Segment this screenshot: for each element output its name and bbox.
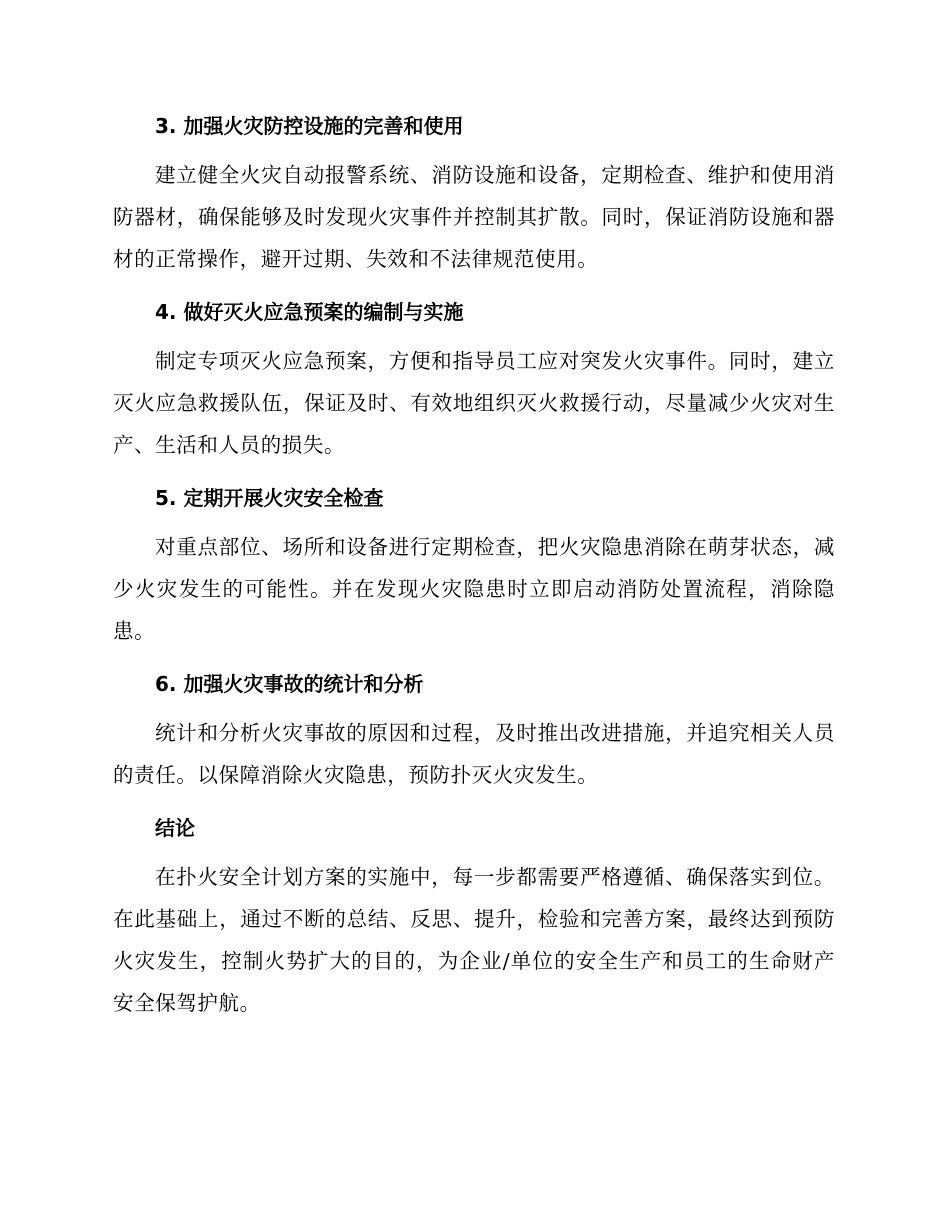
conclusion-body: 在扑火安全计划方案的实施中，每一步都需要严格遵循、确保落实到位。在此基础上，通过不断的总结、反思、提升，检验和完善方案，最终达到预防火灾发生，控制火势扩大的目的，为企业/单位的安全生产和员工的生命财产安全保驾护航。 bbox=[113, 865, 835, 1015]
document-content bbox=[113, 108, 835, 1038]
section-6-title: 6. 加强火灾事故的统计和分析 bbox=[155, 672, 424, 696]
section-5-title: 5. 定期开展火灾安全检查 bbox=[155, 486, 384, 510]
section-4-title: 4. 做好灭火应急预案的编制与实施 bbox=[155, 300, 464, 324]
section-6-body: 统计和分析火灾事故的原因和过程，及时推出改进措施，并追究相关人员的责任。以保障消除火灾隐患，预防扑灭火灾发生。 bbox=[113, 721, 835, 787]
section-3-body: 建立健全火灾自动报警系统、消防设施和设备，定期检查、维护和使用消防器材，确保能够及时发现火灾事件并控制其扩散。同时，保证消防设施和器材的正常操作，避开过期、失效和不法律规范使用。 bbox=[113, 163, 835, 271]
section-5-body: 对重点部位、场所和设备进行定期检查，把火灾隐患消除在萌芽状态，减少火灾发生的可能性。并在发现火灾隐患时立即启动消防处置流程，消除隐患。 bbox=[113, 535, 835, 643]
conclusion-title: 结论 bbox=[155, 816, 195, 840]
section-3-title: 3. 加强火灾防控设施的完善和使用 bbox=[155, 114, 464, 138]
section-4-body: 制定专项灭火应急预案，方便和指导员工应对突发火灾事件。同时，建立灭火应急救援队伍，保证及时、有效地组织灭火救援行动，尽量减少火灾对生产、生活和人员的损失。 bbox=[113, 349, 835, 457]
